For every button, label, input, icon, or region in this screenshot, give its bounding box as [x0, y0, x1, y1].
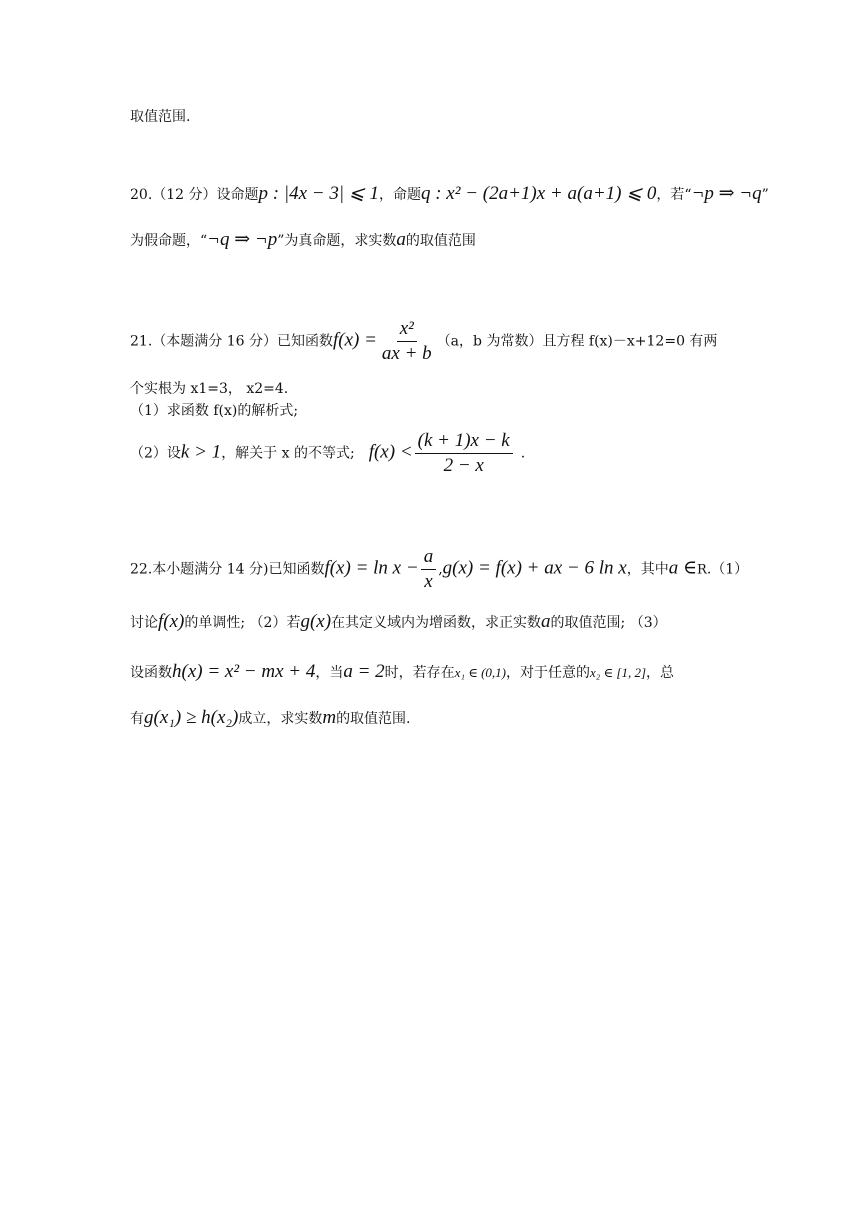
p21-text: ，解关于 x 的不等式;	[221, 445, 355, 462]
p22-text: 设函数	[130, 665, 172, 681]
p22-line3	[130, 662, 674, 683]
p20-proposition-p: p : |4x − 3| ⩽ 1	[258, 183, 379, 204]
p21-inequality-lhs: f(x) <	[368, 441, 413, 463]
p22-variable-a: a	[541, 611, 551, 632]
p20-implication-2: ¬q ⇒ ¬p	[207, 229, 278, 250]
p20-text: ，若“	[656, 187, 692, 203]
p22-line4	[130, 708, 411, 729]
p21-f-fraction	[379, 318, 435, 365]
p20-text: 为假命题，“	[130, 233, 208, 249]
p21-line4	[130, 430, 525, 477]
p21-roots-text: 个实根为 x1=3， x2=4.	[130, 381, 289, 397]
p21-line3	[130, 401, 298, 421]
p21-line2	[130, 379, 288, 399]
p22-text: 的单调性; （2）若	[184, 615, 301, 631]
p20-heading: 20.（12 分）设命题	[130, 187, 259, 203]
p19-tail-text: 取值范围.	[130, 109, 191, 125]
p22-f-fraction	[421, 546, 437, 593]
p20-variable-a: a	[396, 229, 406, 250]
p20-proposition-q: q : x² − (2a+1)x + a(a+1) ⩽ 0	[420, 183, 657, 204]
p22-text: ，当	[315, 665, 344, 681]
p21-inequality-numerator: (k + 1)x − k	[415, 430, 513, 454]
p20-line1	[130, 184, 769, 205]
p22-text: 在其定义域内为增函数，求正实数	[331, 615, 542, 631]
p22-text: 讨论	[130, 615, 158, 631]
p22-real-set: R	[697, 562, 707, 578]
p22-f-numerator: a	[421, 546, 437, 570]
p22-a-equals: a = 2	[343, 661, 385, 682]
p20-text: ”	[761, 187, 769, 203]
p22-f-denominator: x	[424, 571, 433, 592]
p21-part2-label: （2）设	[130, 445, 181, 462]
p22-inequality: g(x₁) ≥ h(x₂)	[144, 707, 239, 728]
p21-heading: 21.（本题满分 16 分）已知函数	[130, 333, 333, 350]
p22-text: ，总	[646, 665, 675, 681]
p20-text: ”为真命题，求实数	[277, 233, 397, 249]
p22-text: 的取值范围.	[336, 711, 411, 727]
p22-text: ，对于任意的	[506, 665, 590, 681]
p20-line2	[130, 230, 476, 251]
p21-f-numerator: x²	[397, 318, 417, 342]
p21-inequality-denominator: 2 − x	[443, 455, 484, 476]
p22-h-definition: h(x) = x² − mx + 4	[172, 661, 316, 682]
p22-text: 成立，求实数	[238, 711, 323, 727]
p22-part1-label: .（1）	[706, 561, 749, 578]
p21-inequality-fraction	[415, 430, 513, 477]
p22-heading: 22.本小题满分 14 分)已知函数	[130, 561, 325, 578]
p22-a-in: a ∈	[668, 557, 698, 579]
p20-text: 的取值范围	[405, 233, 476, 249]
p22-text: ，其中	[626, 561, 669, 578]
p22-line1: 22.本小题满分 14 分)已知函数f(x) = ln x − $\frac{a}{x}$ ,g(x) = f(x) + ax − 6 ln x，其中a ∈R.（1）	[130, 546, 749, 592]
p22-text: 时，若存在	[384, 665, 455, 681]
p22-variable-m: m	[322, 707, 337, 728]
p21-k-condition: k > 1	[180, 441, 222, 463]
p20-implication-1: ¬p ⇒ ¬q	[691, 183, 762, 204]
p19-tail	[130, 107, 190, 127]
p22-text: 有	[130, 711, 144, 727]
p20-text: ，命题	[378, 187, 421, 203]
p21-period: .	[520, 445, 526, 462]
p22-text: 的取值范围; （3）	[550, 615, 667, 631]
p22-x2-interval: x₂ ∈ [1, 2]	[590, 665, 647, 680]
p21-text: （a，b 为常数）且方程 f(x)－x+12=0 有两	[436, 333, 718, 350]
p21-f-lhs: f(x) =	[332, 329, 377, 351]
p22-gx: g(x)	[300, 611, 332, 632]
p21-part1: （1）求函数 f(x)的解析式;	[130, 403, 299, 419]
p22-line2	[130, 612, 667, 633]
p22-x1-interval: x₁ ∈ (0,1)	[454, 665, 506, 680]
p22-g-definition: g(x) = f(x) + ax − 6 ln x	[442, 557, 627, 579]
p21-line1	[130, 318, 717, 365]
p22-f-lhs: f(x) = ln x −	[324, 557, 419, 579]
p22-fx: f(x)	[158, 611, 185, 632]
p21-f-denominator: ax + b	[381, 343, 432, 364]
